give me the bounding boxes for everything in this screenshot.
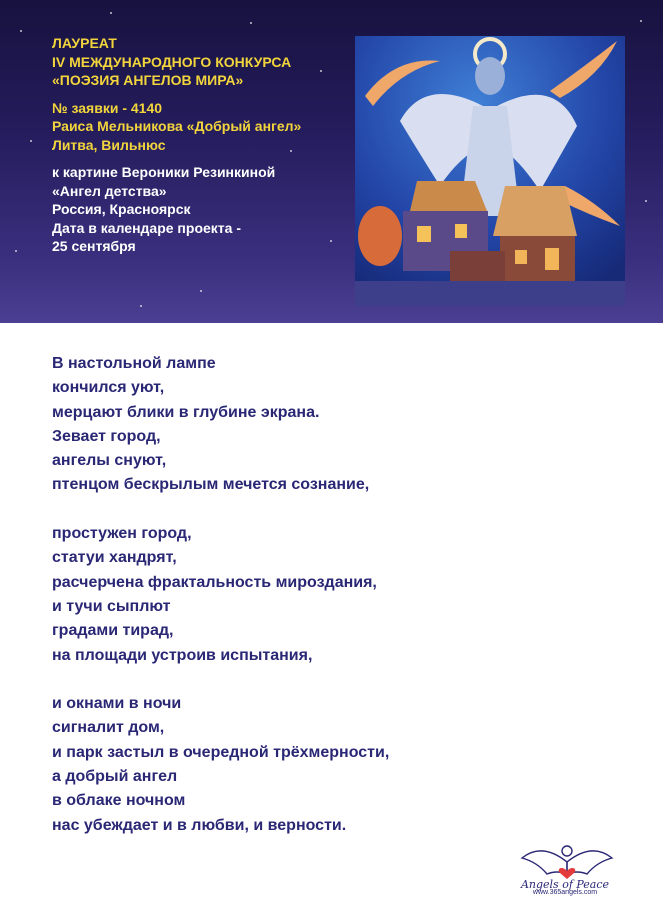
house-roof: [410, 181, 487, 211]
poem-line: а добрый ангел: [52, 768, 178, 786]
author-and-title: Раиса Мельникова «Добрый ангел»: [52, 118, 302, 134]
painting-title: «Ангел детства»: [52, 182, 167, 199]
logo-url: www.365angels.com: [532, 889, 598, 896]
calendar-date-label: Дата в календаре проекта -: [52, 219, 241, 236]
poem-stanza: [52, 692, 612, 838]
poem-line: градами тирад,: [52, 622, 174, 640]
star: [110, 12, 112, 14]
house-wall: [500, 236, 575, 281]
poem-line: на площади устроив испытания,: [52, 646, 313, 664]
poem-line: Зевает город,: [52, 427, 161, 445]
ground: [355, 281, 625, 306]
poem-line: и окнами в ночи: [52, 695, 182, 713]
poem-line: сигналит дом,: [52, 719, 165, 737]
poem-line: расчерчена фрактальность мироздания,: [52, 573, 377, 591]
poem-line: птенцом бескрылым мечется сознание,: [52, 476, 370, 494]
poem-line: статуи хандрят,: [52, 549, 177, 567]
star: [20, 30, 22, 32]
poem-stanza: [52, 522, 612, 668]
calendar-date: 25 сентября: [52, 238, 136, 254]
poem-line: В настольной лампе: [52, 355, 216, 372]
window: [515, 250, 527, 264]
tree: [358, 206, 402, 266]
entry-number: № заявки - 4140: [52, 99, 163, 116]
window: [545, 248, 559, 270]
star: [30, 140, 32, 142]
poem-line: ангелы снуют,: [52, 452, 167, 470]
author-location: Литва, Вильнюс: [52, 136, 166, 153]
laureate-title: ЛАУРЕАТ: [52, 35, 117, 51]
house-roof: [493, 186, 577, 236]
star: [200, 290, 202, 292]
poem-line: простужен город,: [52, 525, 192, 543]
poem-line: мерцают блики в глубине экрана.: [52, 403, 320, 421]
window: [455, 224, 467, 238]
poem-line: в облаке ночном: [52, 792, 186, 810]
painting-caption: к картине Вероники Резинкиной: [52, 164, 276, 180]
star: [15, 250, 17, 252]
header-banner: [0, 0, 663, 323]
entry-info: [52, 34, 352, 256]
poem-line: кончился уют,: [52, 379, 165, 397]
poem-stanza: [52, 352, 612, 498]
window: [417, 226, 431, 242]
star: [640, 20, 642, 22]
contest-name-line: «ПОЭЗИЯ АНГЕЛОВ МИРА»: [52, 72, 244, 88]
star: [645, 200, 647, 202]
angel-painting: [355, 36, 625, 306]
star: [140, 305, 142, 307]
poem-line: нас убеждает и в любви, и верности.: [52, 816, 347, 834]
star: [250, 22, 252, 24]
painter-location: Россия, Красноярск: [52, 201, 191, 217]
poem-line: и парк застыл в очередной трёхмерности,: [52, 743, 390, 761]
logo-name: Angels of Peace: [520, 878, 610, 891]
poem: [52, 352, 612, 862]
poem-line: и тучи сыплют: [52, 597, 171, 615]
contest-name-line: IV МЕЖДУНАРОДНОГО КОНКУРСА: [52, 53, 292, 70]
angel-head: [475, 57, 505, 95]
